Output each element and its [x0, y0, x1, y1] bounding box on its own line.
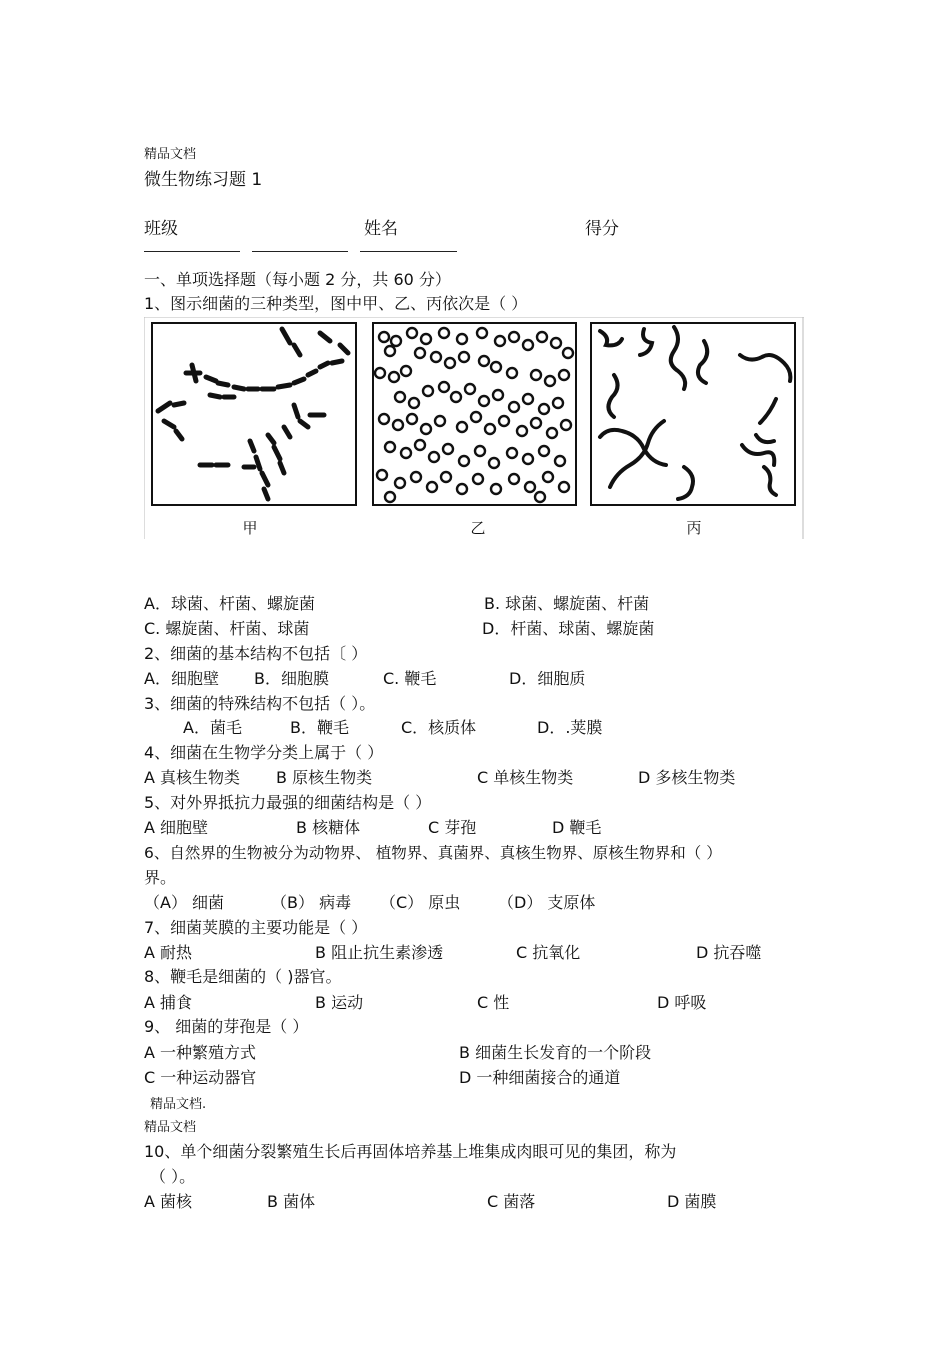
q5-option-b: B 核糖体	[296, 818, 361, 837]
q8-option-b: B 运动	[315, 993, 364, 1012]
question-2-stem: 2、细菌的基本结构不包括〔 ）	[144, 644, 368, 663]
q3-option-a: A．菌毛	[183, 718, 242, 737]
q1-option-b: B. 球菌、螺旋菌、杆菌	[484, 594, 650, 613]
page-title: 微生物练习题 1	[144, 170, 263, 190]
footer-watermark: 精品文档.	[150, 1097, 207, 1112]
name-label: 姓名	[364, 219, 398, 239]
bacteria-figure	[144, 317, 804, 539]
panel-label-bing: 丙	[686, 519, 702, 537]
q5-option-c: C 芽孢	[428, 818, 477, 837]
q7-option-b: B 阻止抗生素渗透	[315, 943, 444, 962]
q7-option-c: C 抗氧化	[516, 943, 581, 962]
q2-option-b: B．细胞膜	[254, 669, 329, 688]
name-underline	[360, 251, 457, 252]
q4-option-a: A 真核生物类	[144, 768, 241, 787]
panel-label-yi: 乙	[470, 519, 486, 537]
question-4-stem: 4、细菌在生物学分类上属于（ ）	[144, 743, 384, 762]
q1-option-d: D．杆菌、球菌、螺旋菌	[482, 619, 655, 638]
panel-label-jia: 甲	[242, 519, 258, 537]
q10-option-b: B 菌体	[267, 1192, 316, 1211]
header-watermark-2: 精品文档	[144, 1120, 197, 1135]
q10-option-c: C 菌落	[487, 1192, 536, 1211]
question-8-stem: 8、鞭毛是细菌的（ )器官。	[144, 967, 342, 986]
class-label: 班级	[144, 219, 178, 239]
panel-cocci	[373, 323, 576, 505]
class-underline-2	[252, 251, 348, 252]
q6-option-d: （D） 支原体	[498, 893, 596, 912]
question-7-stem: 7、细菌荚膜的主要功能是（ ）	[144, 918, 368, 937]
question-10-stem: 10、单个细菌分裂繁殖生长后再固体培养基上堆集成肉眼可见的集团，称为	[144, 1142, 677, 1161]
question-3-stem: 3、细菌的特殊结构不包括（ ）。	[144, 694, 376, 713]
q10-option-d: D 菌膜	[667, 1192, 717, 1211]
q7-option-d: D 抗吞噬	[696, 943, 762, 962]
q8-option-c: C 性	[477, 993, 510, 1012]
q8-option-a: A 捕食	[144, 993, 193, 1012]
q1-option-a: A．球菌、杆菌、螺旋菌	[144, 594, 315, 613]
q4-option-d: D 多核生物类	[638, 768, 736, 787]
q7-option-a: A 耐热	[144, 943, 193, 962]
q9-option-c: C 一种运动器官	[144, 1068, 257, 1087]
question-6-stem-cont: 界。	[144, 868, 177, 887]
question-1-stem: 1、图示细菌的三种类型，图中甲、乙、丙依次是（ ）	[144, 294, 528, 313]
q2-option-d: D．细胞质	[509, 669, 586, 688]
q3-option-d: D．.荚膜	[537, 718, 603, 737]
q2-option-a: A．细胞壁	[144, 669, 219, 688]
header-watermark: 精品文档	[144, 147, 197, 162]
q10-option-a: A 菌核	[144, 1192, 193, 1211]
section-heading: 一、单项选择题（每小题 2 分，共 60 分）	[144, 270, 451, 289]
question-10-stem-cont: （ ）。	[150, 1167, 196, 1186]
q3-option-c: C．核质体	[401, 718, 477, 737]
q9-option-a: A 一种繁殖方式	[144, 1043, 257, 1062]
question-6-stem: 6、自然界的生物被分为动物界、 植物界、真菌界、真核生物界、原核生物界和（ ）	[144, 844, 722, 862]
class-underline	[144, 251, 240, 252]
q3-option-b: B．鞭毛	[290, 718, 349, 737]
q1-option-c: C. 螺旋菌、杆菌、球菌	[144, 619, 310, 638]
q4-option-c: C 单核生物类	[477, 768, 574, 787]
q6-option-a: （A） 细菌	[144, 893, 225, 912]
question-9-stem: 9、 细菌的芽孢是（ ）	[144, 1017, 309, 1036]
q5-option-d: D 鞭毛	[552, 818, 602, 837]
panel-spirilla	[591, 323, 795, 505]
q6-option-c: （C） 原虫	[380, 893, 461, 912]
q2-option-c: C. 鞭毛	[383, 669, 437, 688]
panel-rods	[152, 323, 356, 505]
question-5-stem: 5、对外界抵抗力最强的细菌结构是（ ）	[144, 793, 432, 812]
q9-option-d: D 一种细菌接合的通道	[459, 1068, 621, 1087]
q8-option-d: D 呼吸	[657, 993, 707, 1012]
q5-option-a: A 细胞壁	[144, 818, 209, 837]
q6-option-b: （B） 病毒	[271, 893, 352, 912]
q4-option-b: B 原核生物类	[276, 768, 373, 787]
score-label: 得分	[585, 219, 619, 239]
q9-option-b: B 细菌生长发育的一个阶段	[459, 1043, 652, 1062]
